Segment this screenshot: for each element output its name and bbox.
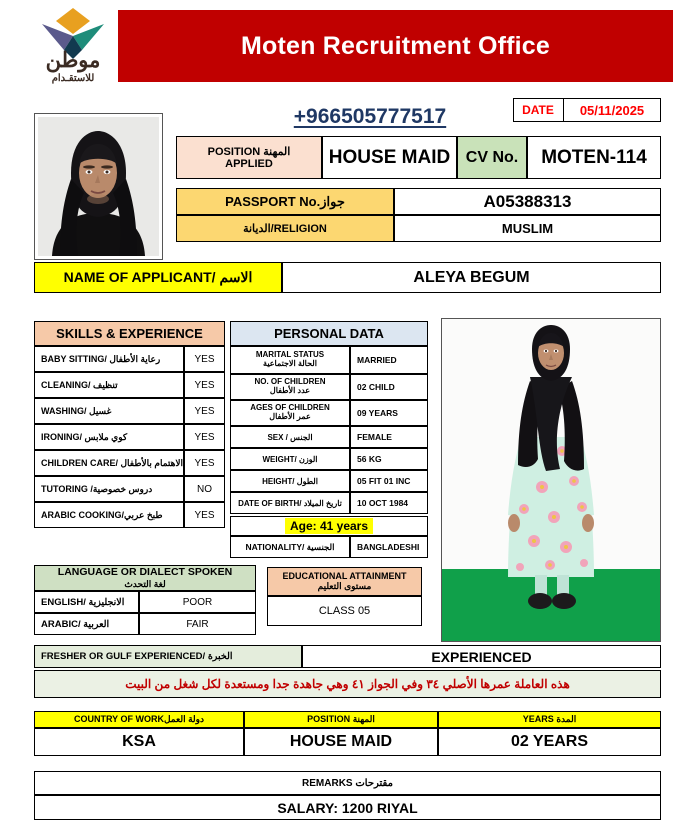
passport-no-value: A05388313	[394, 188, 661, 215]
skill-value-1: YES	[184, 346, 225, 372]
position-label-en2: APPLIED	[225, 158, 273, 170]
language-value-2: FAIR	[139, 613, 256, 635]
company-name-title: Moten Recruitment Office	[241, 31, 550, 60]
personal-label-6: HEIGHT/ الطول	[230, 470, 350, 492]
skill-value-5: YES	[184, 450, 225, 476]
date-value: 05/11/2025	[579, 102, 645, 118]
personal-data-header: PERSONAL DATA	[230, 321, 428, 346]
work-history-header-1: COUNTRY OF WORKدولة العمل	[34, 711, 244, 728]
work-history-value-3: 02 YEARS	[438, 728, 661, 756]
education-value: CLASS 05	[267, 596, 422, 626]
work-history-header-2: POSITION المهنة	[244, 711, 438, 728]
position-label-en: POSITION	[207, 146, 261, 158]
skill-label-4: IRONING/ كوي ملابس	[34, 424, 184, 450]
skill-label-6: TUTORING /دروس خصوصية	[34, 476, 184, 502]
skills-table-header: SKILLS & EXPERIENCE	[34, 321, 225, 346]
cv-no-label: CV No.	[457, 136, 527, 179]
applicant-passport-photo	[38, 117, 159, 256]
passport-no-label: PASSPORT No.جواز	[176, 188, 394, 215]
skill-label-1: BABY SITTING/ رعاية الأطفال	[34, 346, 184, 372]
personal-label-3: AGES OF CHILDREN عمر الأطفال	[230, 400, 350, 426]
skill-value-4: YES	[184, 424, 225, 450]
personal-value-5: 56 KG	[350, 448, 428, 470]
nationality-label: NATIONALITY/ الجنسية	[230, 536, 350, 558]
personal-value-3: 09 YEARS	[350, 400, 428, 426]
phone-number[interactable]: +966505777517	[293, 105, 447, 128]
position-applied-value: HOUSE MAID	[322, 136, 457, 179]
religion-label: الديانة/RELIGION	[176, 215, 394, 242]
remarks-value: SALARY: 1200 RIYAL	[34, 795, 661, 820]
work-history-value-1: KSA	[34, 728, 244, 756]
experience-value: EXPERIENCED	[302, 645, 661, 668]
applicant-photo-graphic	[38, 117, 159, 256]
date-label: DATE	[522, 103, 554, 117]
language-value-1: POOR	[139, 591, 256, 613]
position-label-ar: المهنة	[263, 146, 291, 158]
header-banner	[118, 10, 673, 82]
personal-label-4: SEX / الجنس	[230, 426, 350, 448]
religion-value: MUSLIM	[394, 215, 661, 242]
personal-label-2: NO. OF CHILDREN عدد الأطفال	[230, 374, 350, 400]
personal-label-5: WEIGHT/ الوزن	[230, 448, 350, 470]
body-photo-graphic	[442, 319, 660, 641]
applicant-name-label: NAME OF APPLICANT/ الاسم	[34, 262, 282, 293]
language-table-header	[34, 565, 256, 591]
education-header	[267, 567, 422, 596]
skill-value-2: YES	[184, 372, 225, 398]
skill-value-3: YES	[184, 398, 225, 424]
remarks-header: REMARKS مقترحات	[34, 771, 661, 795]
cv-no-value: MOTEN-114	[527, 136, 661, 179]
skill-label-7: ARABIC COOKING/طبخ عربي	[34, 502, 184, 528]
language-label-2: ARABIC/ العربية	[34, 613, 139, 635]
personal-value-6: 05 FIT 01 INC	[350, 470, 428, 492]
personal-value-7: 10 OCT 1984	[350, 492, 428, 514]
skill-label-2: CLEANING/ تنظيف	[34, 372, 184, 398]
language-header-en: LANGUAGE OR DIALECT SPOKEN	[57, 566, 233, 578]
position-applied-label	[176, 136, 322, 179]
language-header-ar: لغة التحدث	[124, 579, 166, 589]
personal-label-7: DATE OF BIRTH/ تاريخ الميلاد	[230, 492, 350, 514]
personal-value-1: MARRIED	[350, 346, 428, 374]
company-logo	[34, 6, 112, 94]
logo-arabic-secondary: للاستقـدام	[51, 73, 95, 84]
logo-arabic-primary: موطن	[45, 49, 101, 72]
applicant-full-body-photo	[442, 319, 660, 641]
personal-label-1: MARITAL STATUS الحالة الاجتماعية	[230, 346, 350, 374]
skill-label-3: WASHING/ غسيل	[34, 398, 184, 424]
language-label-1: ENGLISH/ الانجليزية	[34, 591, 139, 613]
skill-value-6: NO	[184, 476, 225, 502]
nationality-value: BANGLADESHI	[350, 536, 428, 558]
age-row	[230, 516, 428, 536]
arabic-remark-note: هذه العاملة عمرها الأصلي ٣٤ وفي الجواز ٤١ وهي جاهدة جدا ومستعدة لكل شغل من البيت	[34, 670, 661, 698]
skill-label-5: CHILDREN CARE/ الاهتمام بالأطفال	[34, 450, 184, 476]
age-value: Age: 41 years	[285, 518, 373, 534]
education-header-en: EDUCATIONAL ATTAINMENT	[282, 571, 407, 581]
applicant-name-value: ALEYA BEGUM	[282, 262, 661, 293]
work-history-value-2: HOUSE MAID	[244, 728, 438, 756]
experience-label: FRESHER OR GULF EXPERIENCED/ الخبرة	[34, 645, 302, 668]
personal-value-4: FEMALE	[350, 426, 428, 448]
personal-value-2: 02 CHILD	[350, 374, 428, 400]
work-history-header-3: YEARS المدة	[438, 711, 661, 728]
skill-value-7: YES	[184, 502, 225, 528]
education-header-ar: مستوى التعليم	[317, 581, 372, 591]
